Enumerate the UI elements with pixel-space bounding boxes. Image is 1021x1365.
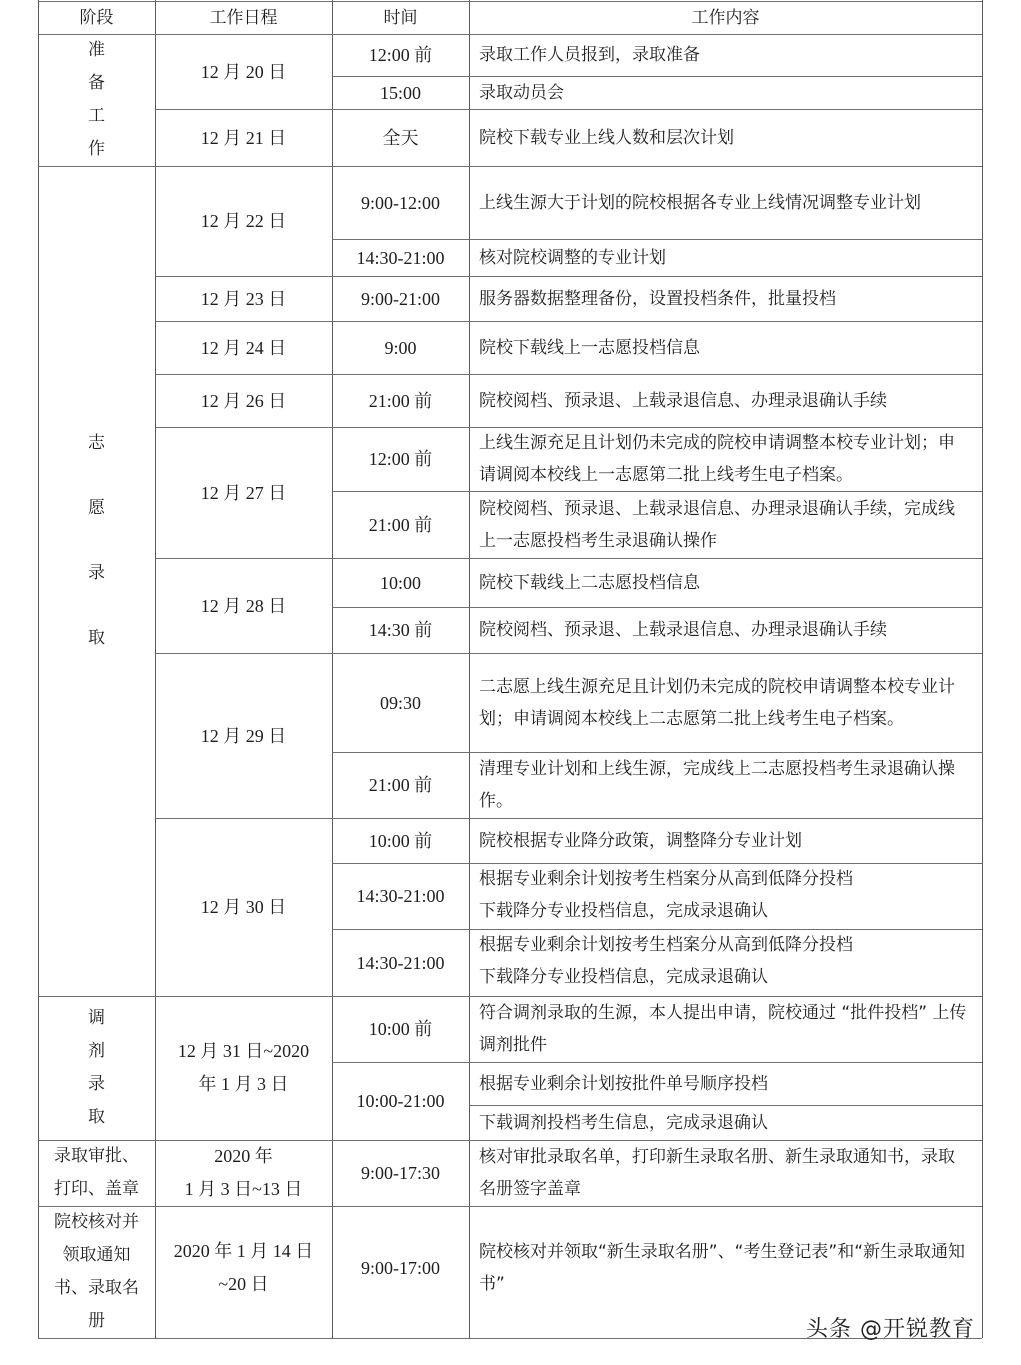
- date-cell: [155, 996, 332, 1140]
- date-line: 1 月 3 日~13 日: [184, 1179, 303, 1199]
- grid-line: [332, 752, 982, 753]
- time-cell: 10:00 前: [368, 1019, 433, 1039]
- stage-char: 愿: [88, 498, 105, 518]
- content-cell: 上线生源大于计划的院校根据各专业上线情况调整专业计划: [479, 192, 921, 213]
- content-line: 根据专业剩余计划按考生档案分从高到低降分投档: [479, 935, 853, 955]
- content-cell: 符合调剂录取的生源，本人提出申请，院校通过 “批件投档” 上传调剂批件: [479, 1003, 967, 1055]
- stage-line: 打印、盖章: [54, 1179, 139, 1199]
- grid-line: [332, 929, 982, 930]
- grid-line: [469, 0, 470, 1338]
- date-cell: 12 月 26 日: [200, 390, 287, 411]
- grid-line: [155, 0, 156, 1338]
- grid-line: [38, 1, 982, 2]
- date-cell: 12 月 29 日: [200, 725, 287, 746]
- stage-char: 录: [88, 1074, 105, 1094]
- stage-preparation: [38, 34, 155, 166]
- time-cell: 10:00-21:00: [356, 1091, 445, 1111]
- date-cell: 12 月 20 日: [200, 61, 287, 82]
- stage-collect-notices: [38, 1206, 155, 1338]
- time-cell: 14:30-21:00: [356, 886, 445, 906]
- header-time: 时间: [383, 8, 418, 28]
- grid-line: [155, 109, 982, 110]
- content-cell: 二志愿上线生源充足且计划仍未完成的院校申请调整本校专业计划；申请调阅本校线上二志愿第二批上线考生电子档案。: [479, 676, 955, 729]
- time-cell: 14:30-21:00: [356, 952, 445, 973]
- grid-line: [332, 0, 333, 1338]
- date-cell: 12 月 30 日: [200, 897, 287, 917]
- content-cell: 核对审批录取名单，打印新生录取名册、新生录取通知书，录取名册签字盖章: [479, 1147, 955, 1199]
- grid-line: [469, 1105, 982, 1106]
- date-cell: 12 月 24 日: [200, 337, 287, 358]
- time-cell: 12:00 前: [368, 449, 433, 469]
- stage-char: 准: [88, 40, 105, 60]
- content-cell: 核对院校调整的专业计划: [479, 247, 666, 268]
- content-cell: 服务器数据整理备份，设置投档条件，批量投档: [479, 288, 836, 309]
- grid-line: [155, 427, 982, 428]
- stage-char: 取: [88, 628, 105, 648]
- grid-line: [332, 239, 982, 240]
- time-cell: 15:00: [379, 82, 421, 103]
- content-cell: 院校下载线上一志愿投档信息: [479, 337, 700, 358]
- time-cell: 9:00-12:00: [361, 192, 440, 213]
- content-cell: 院校下载专业上线人数和层次计划: [479, 127, 734, 148]
- content-cell: 院校根据专业降分政策，调整降分专业计划: [479, 830, 802, 851]
- date-cell: 12 月 28 日: [200, 595, 287, 616]
- header-stage: 阶段: [79, 8, 114, 28]
- grid-line: [332, 491, 982, 492]
- date-cell: [155, 1206, 332, 1338]
- content-cell: 录取动员会: [479, 82, 564, 103]
- date-line: 12 月 31 日~2020: [177, 1041, 310, 1061]
- stage-adjustment-admission: [38, 996, 155, 1140]
- grid-line: [332, 76, 982, 77]
- time-cell: 9:00: [384, 337, 417, 358]
- grid-line: [38, 0, 39, 1338]
- content-line: 下载降分专业投档信息，完成录退确认: [479, 967, 768, 987]
- stage-line: 书、录取名: [54, 1278, 139, 1298]
- stage-char: 取: [88, 1107, 105, 1127]
- stage-line: 院校核对并: [54, 1212, 139, 1232]
- content-cell: 上线生源充足且计划仍未完成的院校申请调整本校专业计划；申请调阅本校线上一志愿第二批上线考生电子档案。: [479, 433, 955, 485]
- content-cell: 根据专业剩余计划按批件单号顺序投档: [479, 1073, 768, 1094]
- grid-line: [38, 1140, 982, 1141]
- date-line: ~20 日: [218, 1274, 269, 1294]
- grid-line: [332, 863, 982, 864]
- header-content: 工作内容: [691, 8, 760, 28]
- grid-line: [332, 1062, 982, 1063]
- grid-line: [38, 34, 982, 35]
- content-cell: 录取工作人员报到，录取准备: [479, 45, 700, 65]
- time-cell: 21:00 前: [368, 775, 433, 795]
- grid-line: [332, 607, 982, 608]
- content-line: 下载降分专业投档信息，完成录退确认: [479, 901, 768, 921]
- date-cell: 12 月 21 日: [200, 127, 287, 148]
- stage-char: 作: [88, 139, 105, 159]
- time-cell: 10:00 前: [368, 830, 433, 851]
- grid-line: [155, 558, 982, 559]
- grid-line: [155, 818, 982, 819]
- header-date: 工作日程: [209, 8, 278, 28]
- stage-char: 剂: [88, 1041, 105, 1061]
- date-cell: 12 月 27 日: [200, 482, 287, 503]
- time-cell: 12:00 前: [368, 45, 433, 65]
- content-cell: 下载调剂投档考生信息，完成录退确认: [479, 1112, 768, 1133]
- time-cell: 21:00 前: [368, 514, 433, 535]
- stage-char: 调: [88, 1008, 105, 1028]
- content-cell: 院校阅档、预录退、上载录退信息、办理录退确认手续: [479, 620, 887, 640]
- stage-volunteer-admission: [38, 166, 155, 996]
- date-line: 年 1 月 3 日: [198, 1074, 289, 1094]
- grid-line: [155, 321, 982, 322]
- stage-line: 录取审批、: [54, 1146, 139, 1166]
- stage-char: 录: [88, 563, 105, 583]
- grid-line: [982, 0, 983, 1338]
- date-line: 2020 年 1 月 14 日: [173, 1241, 314, 1261]
- date-line: 2020 年: [214, 1146, 273, 1166]
- content-cell: 院校阅档、预录退、上载录退信息、办理录退确认手续: [479, 390, 887, 411]
- content-cell: 院校核对并领取“新生录取名册”、“考生登记表”和“新生录取通知书”: [479, 1242, 966, 1294]
- grid-line: [155, 653, 982, 654]
- content-cell: 院校下载线上二志愿投档信息: [479, 572, 700, 593]
- content-cell: [469, 929, 982, 996]
- content-cell: 院校阅档、预录退、上载录退信息、办理录退确认手续，完成线上一志愿投档考生录退确认操作: [479, 498, 955, 551]
- time-cell: 9:00-17:00: [361, 1258, 440, 1278]
- time-cell: 14:30-21:00: [356, 247, 445, 268]
- grid-line: [38, 166, 982, 167]
- time-cell: 10:00: [379, 572, 421, 593]
- time-cell: 9:00-21:00: [361, 288, 440, 309]
- stage-line: 领取通知: [62, 1245, 131, 1265]
- watermark: 头条 @开锐教育: [806, 1317, 975, 1342]
- grid-line: [38, 1206, 982, 1207]
- date-cell: [155, 1140, 332, 1206]
- stage-approval-print-seal: [38, 1140, 155, 1206]
- stage-char: 志: [88, 433, 105, 453]
- stage-char: 备: [88, 73, 105, 93]
- content-cell: [469, 863, 982, 929]
- time-cell: 09:30: [379, 692, 421, 713]
- stage-line: 册: [88, 1311, 105, 1331]
- date-cell: 12 月 22 日: [200, 211, 287, 231]
- content-cell: 清理专业计划和上线生源，完成线上二志愿投档考生录退确认操作。: [479, 759, 955, 811]
- stage-char: 工: [88, 106, 105, 126]
- date-cell: 12 月 23 日: [200, 288, 287, 309]
- content-line: 根据专业剩余计划按考生档案分从高到低降分投档: [479, 869, 853, 889]
- grid-line: [155, 374, 982, 375]
- time-cell: 9:00-17:30: [361, 1163, 440, 1183]
- time-cell: 全天: [382, 127, 419, 148]
- time-cell: 21:00 前: [368, 390, 433, 411]
- grid-line: [38, 996, 982, 997]
- grid-line: [155, 276, 982, 277]
- time-cell: 14:30 前: [368, 620, 433, 640]
